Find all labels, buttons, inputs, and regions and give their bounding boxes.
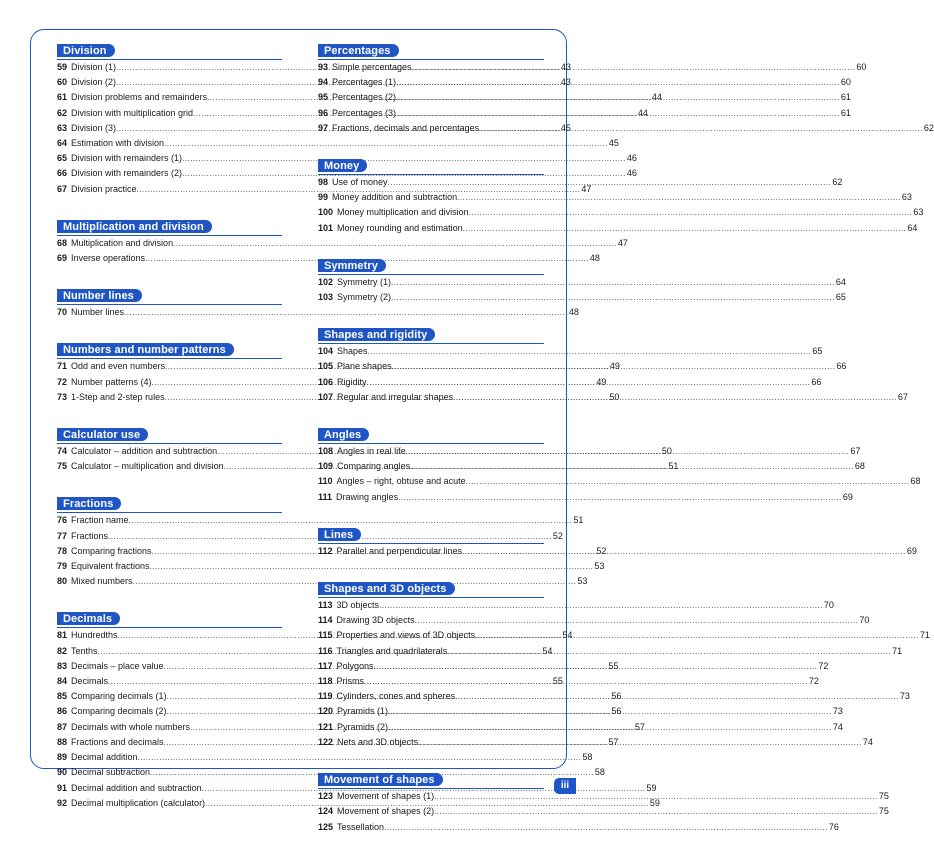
entry-title: Tenths bbox=[71, 645, 98, 656]
entry-number: 80 bbox=[57, 576, 68, 587]
entry-title: Comparing angles bbox=[337, 461, 411, 472]
entry-number: 83 bbox=[57, 660, 68, 671]
entry-number: 110 bbox=[318, 476, 333, 487]
entry-title: Fractions, decimals and percentages bbox=[332, 122, 480, 133]
entry-page: 52 bbox=[552, 530, 563, 541]
entry-title: Simple percentages bbox=[332, 62, 412, 72]
toc-entry[interactable] bbox=[318, 820, 839, 835]
entry-number: 67 bbox=[57, 183, 68, 194]
entry-page: 65 bbox=[835, 292, 846, 303]
toc-entry[interactable] bbox=[318, 804, 889, 819]
dot-leader bbox=[396, 75, 840, 90]
section-heading: Symmetry bbox=[318, 259, 386, 272]
entry-page: 50 bbox=[661, 446, 672, 457]
entry-page: 64 bbox=[907, 222, 918, 233]
entry-title: Fractions and decimals bbox=[71, 736, 164, 747]
entry-number: 120 bbox=[318, 706, 334, 717]
entry-number: 116 bbox=[318, 645, 333, 656]
entry-title: 1-Step and 2-step rules bbox=[71, 391, 165, 402]
dot-leader bbox=[410, 459, 854, 474]
entry-number: 76 bbox=[57, 515, 68, 526]
entry-title: Division (1) bbox=[71, 62, 117, 72]
dot-leader bbox=[364, 674, 808, 689]
entry-number: 65 bbox=[57, 153, 68, 164]
entry-title: Fraction name bbox=[71, 515, 129, 526]
entry-page: 58 bbox=[594, 767, 605, 778]
entry-page: 56 bbox=[611, 691, 622, 702]
entry-number: 71 bbox=[57, 361, 68, 372]
toc-entry[interactable] bbox=[318, 613, 870, 628]
entry-page: 67 bbox=[850, 446, 861, 457]
entry-number: 85 bbox=[57, 691, 68, 702]
entry-page: 72 bbox=[818, 660, 829, 671]
entry-page: 49 bbox=[609, 361, 620, 372]
section-heading: Money bbox=[318, 159, 367, 172]
entry-title: Multiplication and division bbox=[71, 237, 174, 248]
entry-page: 43 bbox=[560, 77, 571, 88]
entry-title: Drawing angles bbox=[336, 491, 399, 502]
entry-title: Percentages (2) bbox=[332, 92, 397, 103]
dot-leader bbox=[398, 490, 842, 505]
dot-leader bbox=[415, 613, 859, 628]
entry-page: 68 bbox=[854, 461, 865, 472]
entry-page: 45 bbox=[608, 138, 619, 149]
entry-number: 78 bbox=[57, 545, 68, 556]
entry-title: Drawing 3D objects bbox=[336, 615, 415, 626]
entry-number: 73 bbox=[57, 391, 68, 402]
entry-page: 59 bbox=[649, 797, 660, 808]
entry-title: Calculator – addition and subtraction bbox=[71, 446, 218, 457]
entry-title: Comparing fractions bbox=[71, 545, 152, 556]
entry-page: 72 bbox=[808, 676, 819, 687]
entry-number: 114 bbox=[318, 615, 333, 626]
dot-leader bbox=[374, 659, 818, 674]
entry-page: 48 bbox=[589, 253, 600, 264]
entry-number: 75 bbox=[57, 461, 68, 472]
entry-page: 71 bbox=[892, 645, 903, 656]
entry-title: Polygons bbox=[336, 660, 374, 671]
entry-page: 51 bbox=[573, 515, 584, 526]
entry-number: 101 bbox=[318, 222, 334, 233]
entry-title: Decimal addition bbox=[71, 752, 138, 763]
entry-number: 82 bbox=[57, 645, 68, 656]
entry-number: 104 bbox=[318, 346, 334, 357]
entry-number: 121 bbox=[318, 721, 334, 732]
entry-number: 125 bbox=[318, 821, 334, 832]
entry-number: 90 bbox=[57, 767, 68, 778]
entry-page: 53 bbox=[577, 576, 588, 587]
entry-page: 61 bbox=[840, 92, 851, 103]
entry-number: 98 bbox=[318, 177, 329, 188]
dot-leader bbox=[475, 628, 919, 643]
dot-leader bbox=[368, 344, 812, 359]
entry-number: 66 bbox=[57, 168, 68, 179]
entry-title: Division with remainders (1) bbox=[71, 153, 183, 164]
entry-page: 61 bbox=[840, 107, 851, 118]
entry-number: 102 bbox=[318, 276, 334, 287]
entry-title: Rigidity bbox=[337, 376, 367, 387]
dot-leader bbox=[434, 804, 878, 819]
section-heading: Fractions bbox=[57, 497, 121, 510]
entry-number: 96 bbox=[318, 107, 329, 118]
entry-title: Division problems and remainders bbox=[71, 92, 208, 103]
entry-page: 57 bbox=[608, 736, 619, 747]
toc-entry[interactable] bbox=[318, 190, 912, 205]
section-heading: Division bbox=[57, 44, 115, 57]
dot-leader bbox=[396, 90, 840, 105]
entry-page: 60 bbox=[840, 77, 851, 88]
entry-number: 62 bbox=[57, 107, 68, 118]
toc-entry[interactable] bbox=[57, 236, 628, 251]
entry-number: 115 bbox=[318, 630, 333, 641]
entry-title: Money rounding and estimation bbox=[337, 222, 463, 233]
entry-title: Comparing decimals (2) bbox=[71, 706, 167, 717]
section-heading: Shapes and 3D objects bbox=[318, 582, 455, 595]
dot-leader bbox=[388, 175, 832, 190]
entry-number: 92 bbox=[57, 797, 68, 808]
entry-page: 47 bbox=[617, 237, 628, 248]
entry-title: Odd and even numbers bbox=[71, 361, 166, 372]
toc-entry[interactable] bbox=[57, 559, 605, 574]
entry-title: Cylinders, cones and spheres bbox=[336, 691, 456, 702]
entry-page: 43 bbox=[560, 62, 571, 72]
dot-leader bbox=[418, 735, 862, 750]
entry-number: 59 bbox=[57, 62, 68, 72]
section-heading: Percentages bbox=[318, 44, 399, 57]
toc-entry[interactable] bbox=[318, 221, 918, 236]
entry-title: Decimal multiplication (calculator) bbox=[71, 797, 206, 808]
entry-title: Pyramids (2) bbox=[337, 721, 389, 732]
entry-title: Money multiplication and division bbox=[337, 207, 469, 218]
section-heading: Movement of shapes bbox=[318, 773, 443, 786]
entry-page: 45 bbox=[560, 122, 571, 133]
entry-page: 50 bbox=[609, 391, 620, 402]
entry-title: Decimals with whole numbers bbox=[71, 721, 191, 732]
entry-number: 113 bbox=[318, 600, 333, 611]
toc-entry[interactable] bbox=[57, 750, 593, 765]
entry-number: 68 bbox=[57, 237, 68, 248]
entry-number: 81 bbox=[57, 630, 68, 641]
entry-number: 74 bbox=[57, 446, 68, 457]
entry-title: Money addition and subtraction bbox=[332, 192, 458, 203]
entry-title: Use of money bbox=[332, 177, 388, 188]
entry-number: 124 bbox=[318, 806, 334, 817]
entry-number: 70 bbox=[57, 307, 68, 318]
entry-title: Nets and 3D objects bbox=[337, 736, 419, 747]
entry-page: 67 bbox=[897, 391, 908, 402]
entry-title: Decimal subtraction bbox=[71, 767, 151, 778]
entry-page: 52 bbox=[596, 545, 607, 556]
entry-title: Division (2) bbox=[71, 77, 117, 88]
entry-title: Number patterns (4) bbox=[71, 376, 152, 387]
entry-page: 70 bbox=[859, 615, 870, 626]
entry-number: 100 bbox=[318, 207, 334, 218]
section-heading: Lines bbox=[318, 528, 361, 541]
entry-number: 69 bbox=[57, 253, 68, 264]
dot-leader bbox=[453, 390, 897, 405]
dot-leader bbox=[379, 598, 823, 613]
entry-title: Calculator – multiplication and division bbox=[71, 461, 224, 472]
entry-page: 44 bbox=[651, 92, 662, 103]
entry-page: 47 bbox=[581, 183, 592, 194]
dot-leader bbox=[457, 190, 901, 205]
entry-title: Angles in real life bbox=[337, 446, 406, 457]
entry-page: 51 bbox=[668, 461, 679, 472]
entry-page: 48 bbox=[568, 307, 579, 318]
entry-number: 88 bbox=[57, 736, 68, 747]
section-heading: Multiplication and division bbox=[57, 220, 212, 233]
entry-title: Movement of shapes (1) bbox=[337, 791, 435, 802]
dot-leader bbox=[462, 544, 906, 559]
entry-title: Division practice bbox=[71, 183, 137, 194]
section-heading: Shapes and rigidity bbox=[318, 328, 435, 341]
entry-number: 107 bbox=[318, 391, 334, 402]
entry-number: 64 bbox=[57, 138, 68, 149]
entry-number: 86 bbox=[57, 706, 68, 717]
entry-title: Shapes bbox=[337, 346, 368, 357]
toc-entry[interactable] bbox=[318, 344, 823, 359]
entry-page: 74 bbox=[862, 736, 873, 747]
toc-entry[interactable] bbox=[318, 275, 846, 290]
entry-title: Percentages (1) bbox=[332, 77, 397, 88]
entry-page: 63 bbox=[913, 207, 924, 218]
entry-title: Tessellation bbox=[337, 821, 385, 832]
entry-number: 84 bbox=[57, 676, 68, 687]
entry-title: Division (3) bbox=[71, 122, 117, 133]
entry-number: 93 bbox=[318, 62, 329, 72]
entry-number: 63 bbox=[57, 122, 68, 133]
entry-page: 54 bbox=[542, 645, 553, 656]
entry-title: Number lines bbox=[71, 307, 125, 318]
section-heading: Calculator use bbox=[57, 428, 148, 441]
dot-leader bbox=[391, 290, 835, 305]
entry-page: 55 bbox=[552, 676, 563, 687]
entry-number: 106 bbox=[318, 376, 334, 387]
toc-entry[interactable] bbox=[318, 205, 924, 220]
entry-title: 3D objects bbox=[336, 600, 380, 611]
entry-page: 63 bbox=[901, 192, 912, 203]
entry-page: 60 bbox=[856, 62, 867, 72]
entry-page: 55 bbox=[608, 660, 619, 671]
entry-page: 49 bbox=[596, 376, 607, 387]
entry-title: Decimal addition and subtraction bbox=[71, 782, 202, 793]
entry-number: 91 bbox=[57, 782, 68, 793]
entry-title: Parallel and perpendicular lines bbox=[336, 545, 463, 556]
dot-leader bbox=[406, 444, 850, 459]
section-heading: Decimals bbox=[57, 612, 120, 625]
entry-number: 97 bbox=[318, 122, 329, 133]
entry-page: 69 bbox=[906, 545, 917, 556]
entry-number: 105 bbox=[318, 361, 334, 372]
toc-entry[interactable] bbox=[57, 151, 637, 166]
entry-number: 87 bbox=[57, 721, 68, 732]
entry-page: 68 bbox=[910, 476, 921, 487]
entry-number: 79 bbox=[57, 561, 68, 572]
dot-leader bbox=[367, 375, 811, 390]
entry-number: 103 bbox=[318, 292, 334, 303]
toc-entry[interactable] bbox=[318, 290, 846, 305]
dot-leader bbox=[455, 689, 899, 704]
entry-title: Triangles and quadrilaterals bbox=[336, 645, 448, 656]
entry-title: Decimals bbox=[71, 676, 109, 687]
entry-number: 123 bbox=[318, 791, 334, 802]
dot-leader bbox=[388, 720, 832, 735]
entry-page: 71 bbox=[919, 630, 930, 641]
entry-number: 95 bbox=[318, 92, 329, 103]
entry-title: Equivalent fractions bbox=[71, 561, 150, 572]
entry-page: 59 bbox=[646, 782, 657, 793]
dot-leader bbox=[447, 644, 891, 659]
dot-leader bbox=[396, 106, 840, 121]
entry-number: 60 bbox=[57, 77, 68, 88]
entry-title: Properties and views of 3D objects bbox=[336, 630, 476, 641]
entry-page: 46 bbox=[626, 168, 637, 179]
entry-title: Angles – right, obtuse and acute bbox=[336, 476, 466, 487]
dot-leader bbox=[412, 60, 856, 75]
entry-page: 62 bbox=[832, 177, 843, 188]
entry-page: 70 bbox=[823, 600, 834, 611]
entry-title: Hundredths bbox=[71, 630, 118, 641]
entry-page: 53 bbox=[594, 561, 605, 572]
entry-title: Prisms bbox=[336, 676, 365, 687]
toc-entry[interactable] bbox=[318, 490, 853, 505]
entry-title: Movement of shapes (2) bbox=[337, 806, 435, 817]
entry-number: 72 bbox=[57, 376, 68, 387]
entry-number: 99 bbox=[318, 192, 329, 203]
dot-leader bbox=[463, 221, 907, 236]
toc-entry[interactable] bbox=[57, 765, 605, 780]
entry-number: 112 bbox=[318, 545, 333, 556]
entry-page: 65 bbox=[812, 346, 823, 357]
entry-page: 76 bbox=[828, 821, 839, 832]
entry-title: Estimation with division bbox=[71, 138, 165, 149]
toc-entry[interactable] bbox=[57, 305, 579, 320]
entry-title: Pyramids (1) bbox=[337, 706, 389, 717]
page-number: iii bbox=[554, 778, 576, 794]
entry-number: 108 bbox=[318, 446, 334, 457]
toc-entry[interactable] bbox=[57, 136, 619, 151]
entry-title: Percentages (3) bbox=[332, 107, 397, 118]
dot-leader bbox=[384, 820, 828, 835]
dot-leader bbox=[388, 704, 832, 719]
entry-title: Decimals – place value bbox=[71, 660, 164, 671]
dot-leader bbox=[466, 474, 910, 489]
entry-number: 109 bbox=[318, 461, 334, 472]
entry-list bbox=[57, 304, 579, 320]
entry-page: 44 bbox=[637, 107, 648, 118]
entry-title: Inverse operations bbox=[71, 253, 146, 264]
entry-number: 122 bbox=[318, 736, 334, 747]
entry-page: 46 bbox=[626, 153, 637, 164]
entry-page: 64 bbox=[835, 276, 846, 287]
toc-entry[interactable] bbox=[318, 474, 921, 489]
entry-number: 111 bbox=[318, 491, 333, 502]
entry-page: 54 bbox=[562, 630, 573, 641]
entry-page: 57 bbox=[634, 721, 645, 732]
dot-leader bbox=[392, 359, 836, 374]
dot-leader bbox=[469, 205, 913, 220]
entry-title: Mixed numbers bbox=[71, 576, 133, 587]
toc-entry[interactable] bbox=[57, 574, 588, 589]
entry-page: 58 bbox=[582, 752, 593, 763]
entry-title: Division with remainders (2) bbox=[71, 168, 183, 179]
entry-page: 73 bbox=[899, 691, 910, 702]
entry-title: Fractions bbox=[71, 530, 109, 541]
entry-page: 56 bbox=[611, 706, 622, 717]
entry-number: 117 bbox=[318, 660, 333, 671]
entry-number: 119 bbox=[318, 691, 333, 702]
section-heading: Number lines bbox=[57, 289, 142, 302]
section-heading: Angles bbox=[318, 428, 369, 441]
toc-entry[interactable] bbox=[318, 598, 834, 613]
entry-title: Symmetry (1) bbox=[337, 276, 392, 287]
entry-page: 66 bbox=[836, 361, 847, 372]
entry-number: 77 bbox=[57, 530, 68, 541]
entry-page: 62 bbox=[923, 122, 934, 133]
entry-page: 74 bbox=[832, 721, 843, 732]
entry-title: Regular and irregular shapes bbox=[337, 391, 454, 402]
entry-page: 73 bbox=[832, 706, 843, 717]
entry-title: Symmetry (2) bbox=[337, 292, 392, 303]
toc-entry[interactable] bbox=[57, 513, 584, 528]
entry-number: 118 bbox=[318, 676, 333, 687]
dot-leader bbox=[391, 275, 835, 290]
entry-page: 66 bbox=[811, 376, 822, 387]
entry-title: Comparing decimals (1) bbox=[71, 691, 167, 702]
entry-page: 75 bbox=[878, 791, 889, 802]
section-heading: Numbers and number patterns bbox=[57, 343, 234, 356]
entry-title: Plane shapes bbox=[337, 361, 392, 372]
entry-page: 69 bbox=[842, 491, 853, 502]
entry-number: 89 bbox=[57, 752, 68, 763]
dot-leader bbox=[434, 789, 878, 804]
entry-page: 75 bbox=[878, 806, 889, 817]
entry-number: 61 bbox=[57, 92, 68, 103]
entry-number: 94 bbox=[318, 77, 329, 88]
entry-list bbox=[318, 274, 846, 305]
dot-leader bbox=[479, 121, 923, 136]
entry-title: Division with multiplication grid bbox=[71, 107, 194, 118]
